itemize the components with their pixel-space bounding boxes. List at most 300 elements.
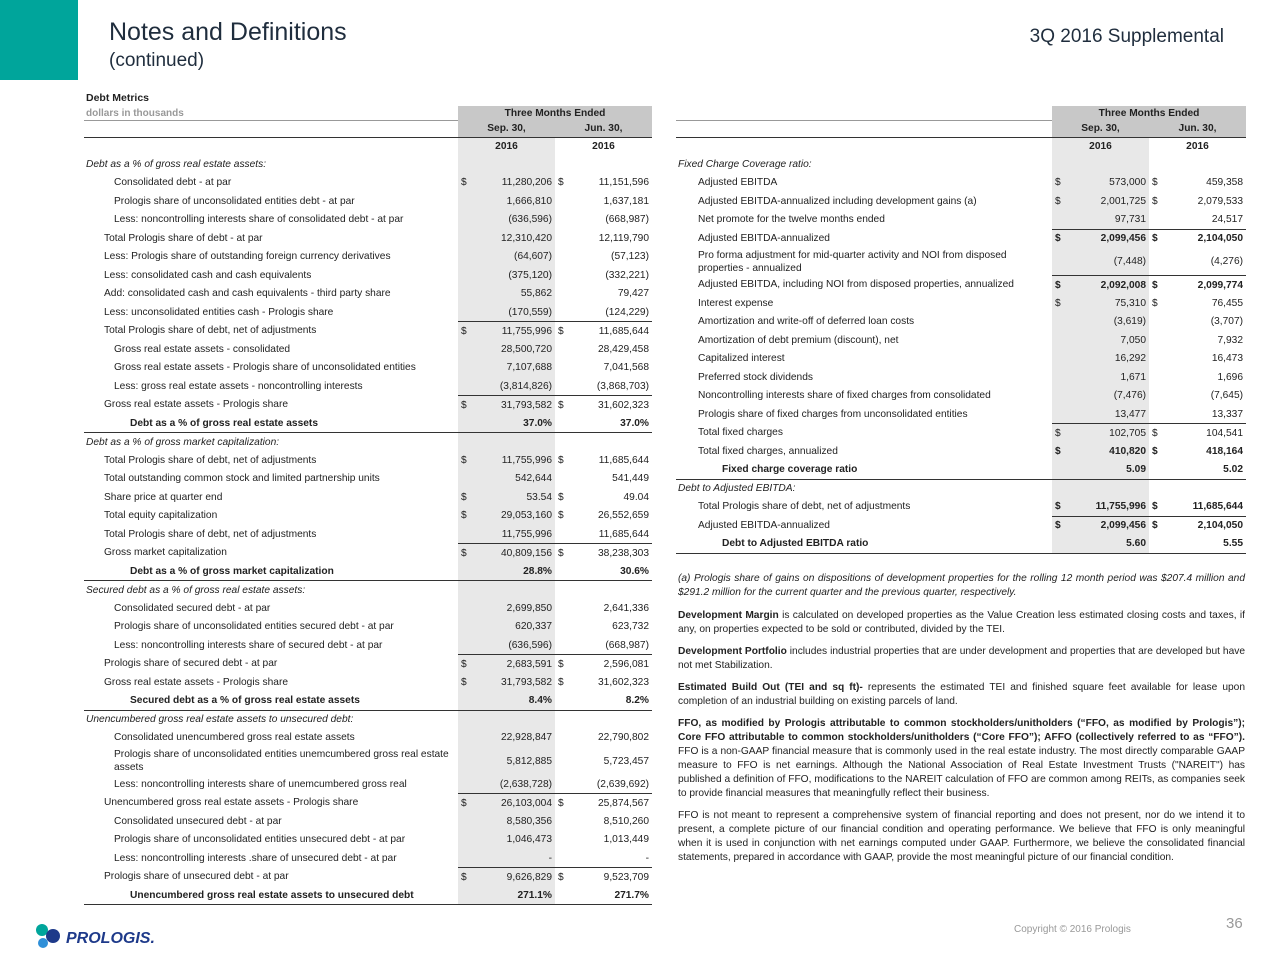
table-row bbox=[84, 710, 652, 729]
value: 11,755,996 bbox=[501, 454, 552, 466]
value-cell-1 bbox=[458, 322, 555, 341]
table-row bbox=[84, 655, 652, 674]
value: (636,596) bbox=[508, 214, 552, 226]
value-cell-2 bbox=[1149, 535, 1246, 554]
term: FFO, as modified by Prologis attributable to common stockholders/unitholders (“FFO, as modified by Prologis”); Core FFO attributable to common stockholders/unitholders (“Core FFO”); AFFO (collectively referred to as “FFO”). bbox=[678, 718, 1245, 743]
row-label: Gross real estate assets - Prologis share of unconsolidated entities bbox=[114, 362, 416, 374]
value: 9,523,709 bbox=[603, 871, 649, 883]
table-row bbox=[84, 729, 652, 748]
table-row bbox=[84, 794, 652, 813]
value-cell-2 bbox=[555, 248, 652, 267]
row-label: Total equity capitalization bbox=[104, 510, 218, 522]
table-row bbox=[84, 525, 652, 544]
currency-sign: $ bbox=[558, 491, 564, 503]
value-cell-1 bbox=[458, 831, 555, 850]
value: 12,119,790 bbox=[598, 232, 649, 244]
row-label: Amortization of debt premium (discount), net bbox=[698, 334, 899, 346]
table-row bbox=[84, 507, 652, 526]
value-cell-1 bbox=[1052, 350, 1149, 369]
value-cell-2 bbox=[1149, 516, 1246, 535]
value-cell-1 bbox=[1052, 229, 1149, 248]
table-row bbox=[676, 294, 1246, 313]
value: 5.55 bbox=[1223, 538, 1243, 549]
value: 5,812,885 bbox=[506, 755, 552, 767]
term: Estimated Build Out (TEI and sq ft)- bbox=[678, 682, 863, 693]
value: 22,928,847 bbox=[501, 732, 552, 744]
value-cell-1 bbox=[1052, 294, 1149, 313]
value-cell-1 bbox=[458, 507, 555, 526]
value: 11,280,206 bbox=[501, 177, 552, 189]
table-row bbox=[676, 229, 1246, 248]
footnote-a: (a) Prologis share of gains on dispositions of development properties for the rolling 12 month period was $207.4 million and $291.2 million for the current quarter and the previous quarter, respectively. bbox=[678, 573, 1245, 598]
table-row bbox=[676, 155, 1246, 174]
value: 1,637,181 bbox=[603, 195, 649, 207]
value-cell-2 bbox=[1149, 313, 1246, 332]
currency-sign: $ bbox=[1152, 177, 1158, 189]
row-label: Unencumbered gross real estate assets to unsecured debt bbox=[84, 886, 458, 905]
currency-sign: $ bbox=[461, 871, 467, 883]
row-label: Gross real estate assets - Prologis share bbox=[104, 399, 289, 411]
value: 49.04 bbox=[623, 491, 649, 503]
value-cell-2 bbox=[555, 377, 652, 396]
value: (7,448) bbox=[1113, 255, 1146, 267]
currency-sign: $ bbox=[1055, 177, 1061, 189]
value: 13,477 bbox=[1114, 408, 1146, 420]
value-cell-2 bbox=[555, 433, 652, 452]
row-label: Debt to Adjusted EBITDA: bbox=[678, 483, 796, 494]
row-label: Prologis share of secured debt - at par bbox=[104, 658, 278, 670]
table-row bbox=[676, 192, 1246, 211]
table-row bbox=[676, 405, 1246, 424]
value: 7,107,688 bbox=[506, 362, 552, 374]
currency-sign: $ bbox=[461, 547, 467, 559]
value-cell-2 bbox=[1149, 229, 1246, 248]
table-row bbox=[84, 849, 652, 868]
value: 31,793,582 bbox=[501, 399, 552, 411]
table-row bbox=[676, 442, 1246, 461]
col-year-2: 2016 bbox=[592, 140, 615, 152]
value: 53.54 bbox=[526, 491, 552, 503]
value: (64,607) bbox=[514, 251, 552, 263]
table-row bbox=[84, 414, 652, 433]
value-cell-1 bbox=[1052, 248, 1149, 276]
table-row bbox=[676, 424, 1246, 443]
value: 2,092,008 bbox=[1100, 279, 1146, 291]
row-label: Adjusted EBITDA-annualized bbox=[698, 519, 830, 531]
value: 2,699,850 bbox=[506, 602, 552, 614]
value-cell-2 bbox=[1149, 387, 1246, 406]
definitions-notes bbox=[678, 572, 1245, 873]
logo-wordmark: PROLOGIS. bbox=[66, 930, 155, 947]
col-year-1: 2016 bbox=[1052, 137, 1149, 155]
value-cell-1 bbox=[458, 729, 555, 748]
blank-header-cell bbox=[676, 137, 1052, 155]
value: 40,809,156 bbox=[501, 547, 552, 559]
value-cell-1 bbox=[458, 868, 555, 887]
note-build-out bbox=[678, 681, 1245, 709]
copyright: Copyright © 2016 Prologis bbox=[1014, 924, 1131, 935]
value-cell-1 bbox=[458, 470, 555, 489]
value-cell-2 bbox=[1149, 192, 1246, 211]
value-cell-1 bbox=[458, 377, 555, 396]
row-label: Prologis share of unconsolidated entities secured debt - at par bbox=[114, 621, 394, 633]
value: 11,685,644 bbox=[598, 325, 649, 337]
table-row bbox=[84, 340, 652, 359]
value-cell-1 bbox=[1052, 479, 1149, 498]
table-row bbox=[84, 303, 652, 322]
value: 31,602,323 bbox=[598, 676, 649, 688]
value-cell-1 bbox=[458, 581, 555, 600]
value-cell-2 bbox=[555, 174, 652, 193]
table-row bbox=[84, 211, 652, 230]
currency-sign: $ bbox=[558, 797, 564, 809]
value-cell-2 bbox=[555, 266, 652, 285]
value: 22,790,802 bbox=[598, 732, 649, 744]
value: 11,685,644 bbox=[1192, 501, 1243, 512]
value-cell-1 bbox=[458, 544, 555, 563]
prologis-logo-icon bbox=[34, 921, 64, 951]
table-row bbox=[84, 775, 652, 794]
value-cell-2 bbox=[555, 673, 652, 692]
row-label: Consolidated unsecured debt - at par bbox=[114, 815, 282, 827]
currency-sign: $ bbox=[558, 871, 564, 883]
value: (2,639,692) bbox=[596, 778, 649, 790]
value: 459,358 bbox=[1206, 177, 1243, 189]
value-cell-1 bbox=[458, 562, 555, 581]
row-label: Unencumbered gross real estate assets to unsecured debt: bbox=[86, 714, 354, 725]
value: (170,559) bbox=[508, 306, 552, 318]
row-label: Less: noncontrolling interests share of secured debt - at par bbox=[114, 639, 383, 651]
table-row bbox=[84, 322, 652, 341]
value-cell-2 bbox=[555, 470, 652, 489]
row-label: Amortization and write-off of deferred loan costs bbox=[698, 316, 915, 328]
value: 16,292 bbox=[1114, 353, 1146, 365]
period-header: Three Months Ended bbox=[1052, 106, 1246, 120]
value-cell-1 bbox=[458, 794, 555, 813]
row-label: Gross real estate assets - Prologis share bbox=[104, 676, 289, 688]
table-row bbox=[676, 498, 1246, 517]
currency-sign: $ bbox=[1152, 501, 1158, 512]
value-cell-2 bbox=[555, 831, 652, 850]
value-cell-1 bbox=[458, 525, 555, 544]
currency-sign: $ bbox=[1055, 520, 1061, 531]
table-row bbox=[676, 331, 1246, 350]
value: 418,164 bbox=[1206, 445, 1243, 457]
currency-sign: $ bbox=[558, 399, 564, 411]
row-label: Prologis share of fixed charges from unconsolidated entities bbox=[698, 408, 968, 420]
value-cell-1 bbox=[1052, 387, 1149, 406]
value: 7,041,568 bbox=[603, 362, 649, 374]
supplement-label: 3Q 2016 Supplemental bbox=[1029, 26, 1224, 47]
col-month-1: Sep. 30, bbox=[1052, 120, 1149, 137]
value: (7,476) bbox=[1113, 390, 1146, 402]
row-label: Add: consolidated cash and cash equivalents - third party share bbox=[104, 288, 391, 300]
row-label: Less: consolidated cash and cash equivalents bbox=[104, 269, 312, 281]
table-row bbox=[84, 488, 652, 507]
value: 38,238,303 bbox=[598, 547, 649, 559]
currency-sign: $ bbox=[558, 325, 564, 337]
table-row bbox=[676, 211, 1246, 230]
value-cell-1 bbox=[1052, 516, 1149, 535]
value-cell-1 bbox=[458, 396, 555, 415]
value-cell-2 bbox=[555, 322, 652, 341]
row-label: Total outstanding common stock and limited partnership units bbox=[104, 473, 380, 485]
value: (4,276) bbox=[1210, 255, 1243, 267]
value-cell-2 bbox=[1149, 294, 1246, 313]
value-cell-1 bbox=[1052, 174, 1149, 193]
value-cell-2 bbox=[555, 396, 652, 415]
value-cell-1 bbox=[458, 174, 555, 193]
currency-sign: $ bbox=[558, 676, 564, 688]
value: 30.6% bbox=[620, 565, 649, 577]
value: 55,862 bbox=[520, 288, 552, 300]
value: 26,552,659 bbox=[598, 510, 649, 522]
currency-sign: $ bbox=[461, 676, 467, 688]
value: 623,732 bbox=[612, 621, 649, 633]
value-cell-2 bbox=[555, 340, 652, 359]
row-label: Total Prologis share of debt, net of adjustments bbox=[698, 501, 911, 513]
value-cell-2 bbox=[1149, 442, 1246, 461]
value: 31,602,323 bbox=[598, 399, 649, 411]
value: 8,580,356 bbox=[506, 815, 552, 827]
value: 2,099,456 bbox=[1100, 233, 1146, 244]
units-label: dollars in thousands bbox=[86, 108, 184, 119]
value-cell-2 bbox=[555, 849, 652, 868]
value: 26,103,004 bbox=[501, 797, 552, 809]
value: 13,337 bbox=[1211, 408, 1243, 420]
table-row bbox=[84, 377, 652, 396]
value-cell-1 bbox=[458, 655, 555, 674]
table-row bbox=[84, 285, 652, 304]
table-row bbox=[84, 562, 652, 581]
value: 37.0% bbox=[523, 417, 552, 429]
value: 2,104,050 bbox=[1197, 520, 1243, 531]
blank-header-cell bbox=[676, 106, 1052, 120]
value-cell-1 bbox=[458, 886, 555, 905]
value: 12,310,420 bbox=[501, 232, 552, 244]
table-row bbox=[676, 387, 1246, 406]
value: 542,644 bbox=[515, 473, 552, 485]
table-row bbox=[84, 359, 652, 378]
row-label: Adjusted EBITDA-annualized bbox=[698, 232, 830, 244]
value: 5.02 bbox=[1223, 464, 1243, 475]
value-cell-2 bbox=[555, 488, 652, 507]
currency-sign: $ bbox=[1055, 233, 1061, 244]
table-row bbox=[676, 535, 1246, 554]
value: 1,671 bbox=[1120, 371, 1146, 383]
value-cell-1 bbox=[458, 192, 555, 211]
value-cell-2 bbox=[555, 155, 652, 174]
row-label: Debt as a % of gross market capitalization: bbox=[86, 436, 280, 448]
currency-sign: $ bbox=[558, 510, 564, 522]
value-cell-1 bbox=[458, 618, 555, 637]
value: 11,755,996 bbox=[501, 325, 552, 337]
value-cell-2 bbox=[1149, 368, 1246, 387]
note-ffo-continued: FFO is not meant to represent a comprehensive system of financial reporting and does not present, nor do we intend it to present, a complete picture of our financial condition and operating performance. We believe that FFO is only meaningful when it is used in conjunction with net earnings computed under GAAP. Furthermore, we believe the consolidated financial statements, prepared in accordance with GAAP, provide the most meaningful picture of our financial condition. bbox=[678, 810, 1245, 863]
value: 2,099,456 bbox=[1100, 520, 1146, 531]
value: 76,455 bbox=[1211, 297, 1243, 309]
value-cell-2 bbox=[555, 303, 652, 322]
currency-sign: $ bbox=[1055, 195, 1061, 207]
row-label: Unencumbered gross real estate assets - Prologis share bbox=[104, 797, 359, 809]
row-label: Prologis share of unsecured debt - at par bbox=[104, 871, 289, 883]
row-label: Net promote for the twelve months ended bbox=[698, 214, 885, 226]
coverage-ratio-table bbox=[676, 106, 1246, 554]
value: 1,696 bbox=[1217, 371, 1243, 383]
value: 620,337 bbox=[515, 621, 552, 633]
value: 29,053,160 bbox=[501, 510, 552, 522]
value: (3,619) bbox=[1113, 316, 1146, 328]
value-cell-1 bbox=[458, 710, 555, 729]
currency-sign: $ bbox=[1055, 501, 1061, 512]
table-row bbox=[84, 396, 652, 415]
value-cell-2 bbox=[555, 229, 652, 248]
currency-sign: $ bbox=[1055, 427, 1061, 439]
note-development-portfolio bbox=[678, 645, 1245, 673]
row-label: Less: unconsolidated entities cash - Prologis share bbox=[104, 306, 334, 318]
value-cell-1 bbox=[458, 673, 555, 692]
value: 2,596,081 bbox=[603, 658, 649, 670]
table-row bbox=[84, 886, 652, 905]
row-label: Less: noncontrolling interests .share of unsecured debt - at par bbox=[114, 852, 397, 864]
table-row bbox=[84, 174, 652, 193]
value: 75,310 bbox=[1114, 297, 1146, 309]
value: (124,229) bbox=[605, 306, 649, 318]
table-row bbox=[84, 747, 652, 775]
value: 2,641,336 bbox=[603, 602, 649, 614]
currency-sign: $ bbox=[461, 454, 467, 466]
value-cell-2 bbox=[1149, 155, 1246, 174]
row-label: Interest expense bbox=[698, 297, 774, 309]
table-row bbox=[84, 155, 652, 174]
value: 8.2% bbox=[625, 695, 649, 706]
note-development-margin bbox=[678, 609, 1245, 637]
value-cell-1 bbox=[1052, 192, 1149, 211]
value-cell-1 bbox=[458, 248, 555, 267]
value-cell-1 bbox=[458, 340, 555, 359]
blank-header-cell bbox=[84, 137, 458, 155]
row-label: Less: noncontrolling interests share of consolidated debt - at par bbox=[114, 214, 404, 226]
value: 104,541 bbox=[1206, 427, 1243, 439]
value-cell-2 bbox=[555, 544, 652, 563]
value-cell-1 bbox=[458, 285, 555, 304]
definition: includes industrial properties that are under development and properties that are developed but have not met Stabilization. bbox=[678, 646, 1246, 671]
value-cell-2 bbox=[555, 414, 652, 433]
table-row bbox=[84, 812, 652, 831]
value-cell-1 bbox=[458, 433, 555, 452]
currency-sign: $ bbox=[1152, 520, 1158, 531]
row-label: Total Prologis share of debt - at par bbox=[104, 232, 263, 244]
currency-sign: $ bbox=[1055, 445, 1061, 457]
value-cell-1 bbox=[458, 359, 555, 378]
row-label: Consolidated secured debt - at par bbox=[114, 602, 271, 614]
value-cell-1 bbox=[458, 849, 555, 868]
row-label: Total Prologis share of debt, net of adjustments bbox=[104, 325, 317, 337]
value: 16,473 bbox=[1211, 353, 1243, 365]
table-row bbox=[84, 248, 652, 267]
table-row bbox=[84, 636, 652, 655]
value-cell-1 bbox=[1052, 498, 1149, 517]
table-row bbox=[84, 618, 652, 637]
value: 31,793,582 bbox=[501, 676, 552, 688]
value: 24,517 bbox=[1211, 214, 1243, 225]
value: 2,683,591 bbox=[506, 658, 552, 670]
value-cell-2 bbox=[555, 211, 652, 230]
value: 11,685,644 bbox=[598, 528, 649, 540]
value: 1,046,473 bbox=[506, 834, 552, 846]
value-cell-2 bbox=[555, 599, 652, 618]
table-row bbox=[676, 313, 1246, 332]
table-row bbox=[84, 544, 652, 563]
table-row bbox=[84, 266, 652, 285]
row-label: Prologis share of unconsolidated entities unsecured debt - at par bbox=[114, 834, 406, 846]
value-cell-2 bbox=[1149, 331, 1246, 350]
value: 5,723,457 bbox=[603, 755, 649, 767]
row-label: Gross market capitalization bbox=[104, 547, 227, 559]
value: - bbox=[645, 852, 649, 864]
value: 11,755,996 bbox=[1095, 501, 1146, 512]
value: 11,685,644 bbox=[598, 454, 649, 466]
value-cell-2 bbox=[1149, 498, 1246, 517]
currency-sign: $ bbox=[1055, 297, 1061, 309]
value: 28.8% bbox=[523, 565, 552, 577]
value: 271.7% bbox=[614, 889, 649, 901]
table-row bbox=[84, 581, 652, 600]
value: 79,427 bbox=[617, 288, 649, 300]
value-cell-1 bbox=[458, 451, 555, 470]
currency-sign: $ bbox=[558, 177, 564, 189]
value: 9,626,829 bbox=[506, 871, 552, 883]
currency-sign: $ bbox=[558, 547, 564, 559]
value-cell-1 bbox=[458, 211, 555, 230]
value-cell-2 bbox=[1149, 211, 1246, 230]
value: (332,221) bbox=[605, 269, 649, 281]
value-cell-1 bbox=[458, 812, 555, 831]
value: (3,707) bbox=[1210, 316, 1243, 328]
period-header: Three Months Ended bbox=[458, 106, 652, 120]
definition: is calculated on developed properties as the Value Creation less estimated closing costs and taxes, if any, on properties expected to be sold or contributed, divided by the TEI. bbox=[678, 610, 1245, 635]
term: Development Portfolio bbox=[678, 646, 787, 657]
value-cell-1 bbox=[1052, 331, 1149, 350]
value-cell-2 bbox=[1149, 174, 1246, 193]
value-cell-2 bbox=[555, 525, 652, 544]
value-cell-1 bbox=[1052, 405, 1149, 424]
col-month-1: Sep. 30, bbox=[458, 120, 555, 137]
value: (375,120) bbox=[508, 269, 552, 281]
currency-sign: $ bbox=[1152, 445, 1158, 457]
table-row bbox=[676, 461, 1246, 480]
value-cell-1 bbox=[458, 747, 555, 775]
currency-sign: $ bbox=[1152, 297, 1158, 309]
value-cell-2 bbox=[555, 710, 652, 729]
currency-sign: $ bbox=[558, 454, 564, 466]
value-cell-2 bbox=[555, 636, 652, 655]
table-row bbox=[676, 276, 1246, 295]
row-label: Secured debt as a % of gross real estate assets bbox=[84, 692, 458, 711]
value: (3,814,826) bbox=[499, 380, 552, 392]
value-cell-1 bbox=[458, 775, 555, 794]
value-cell-1 bbox=[458, 229, 555, 248]
value-cell-1 bbox=[458, 488, 555, 507]
value: 11,755,996 bbox=[501, 528, 552, 540]
table-row bbox=[84, 229, 652, 248]
value: 11,151,596 bbox=[598, 177, 649, 189]
value-cell-2 bbox=[555, 747, 652, 775]
value: - bbox=[548, 852, 552, 864]
row-label: Less: noncontrolling interests share of unemcumbered gross real bbox=[114, 778, 407, 790]
value: (636,596) bbox=[508, 639, 552, 651]
value-cell-1 bbox=[1052, 368, 1149, 387]
